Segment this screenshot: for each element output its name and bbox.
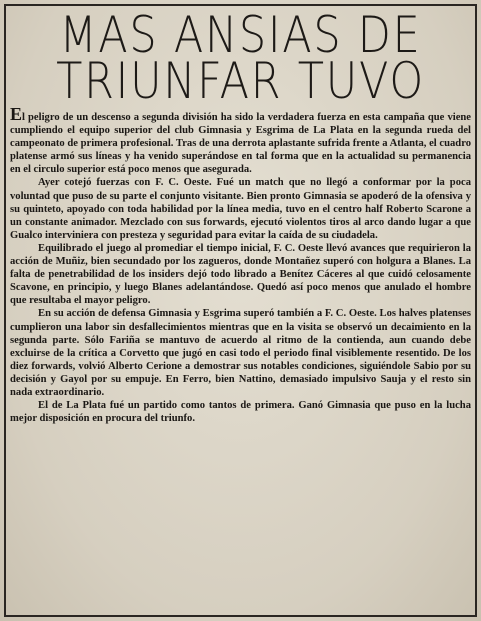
paragraph-4: En su acción de defensa Gimnasia y Esgrima superó también a F. C. Oeste. Los halves platenses cumplieron una labor sin desfallecimientos mientras que en la visita se observó un decaimiento en la segunda parte. Sólo Fariña se mantuvo de acuerdo al ritmo de la contienda, aun cuando debe excluirse de la crítica a Corvetto que jugó en casi todo el periodo final visiblemente resentido. De los diez forwards, volvió Alberto Cerione a demostrar sus notables condiciones, siguiéndole Sabio por su decisión y Gayol por su empuje. En Ferro, bien Nattino, demasiado impulsivo Sauja y el resto sin nada extraordinario. bbox=[10, 308, 471, 398]
paragraph-3: Equilibrado el juego al promediar el tiempo inicial, F. C. Oeste llevó avances que requirieron la acción de Muñiz, bien secundado por los zagueros, donde Montañez superó con holgura a Blanes. La falta de penetrabilidad de los insiders dejó todo librado a Benítez Cáceres al que cuidó celosamente Scavone, en principio, y luego Blanes adelantándose. Quedó así poco menos que anulado el hombre que resultaba el mayor peligro. bbox=[10, 242, 471, 307]
paragraph-1 bbox=[10, 104, 471, 176]
article-body bbox=[10, 104, 471, 425]
paragraph-5: El de La Plata fué un partido como tantos de primera. Ganó Gimnasia que puso en la lucha mejor disposición en procura del triunfo. bbox=[10, 400, 471, 425]
headline-line-2: TRIUNFAR TUVO bbox=[56, 52, 425, 110]
headline-line-1: MAS ANSIAS DE bbox=[59, 6, 422, 64]
drop-cap: E bbox=[10, 104, 23, 124]
paragraph-1-text: l peligro de un descenso a segunda división ha sido la verdadera fuerza en esta campaña que viene cumpliendo el equipo superior del club Gimnasia y Esgrima de La Plata en la segunda rueda del campeonato de primera profesional. Tras de una derrota aplastante sufrida frente a Atlanta, el cuadro platense armó sus líneas y ha venido superándose en tal forma que en la actualidad su permanencia en el circulo superior está poco menos que asegurada. bbox=[10, 112, 471, 176]
headline bbox=[0, 6, 481, 110]
paragraph-2: Ayer cotejó fuerzas con F. C. Oeste. Fué un match que no llegó a conformar por la poca voluntad que puso de su parte el conjunto visitante. Bien pronto Gimnasia se apoderó de la ofensiva y su quinteto, apoyado con toda habilidad por la línea media, tuvo en el centro half Roberto Scarone a un constante animador. Mezclado con sus forwards, ejecutó violentos tiros al arco dando lugar a que Gualco interviniera con presteza y seguridad para evitar la caída de su ciudadela. bbox=[10, 177, 471, 241]
